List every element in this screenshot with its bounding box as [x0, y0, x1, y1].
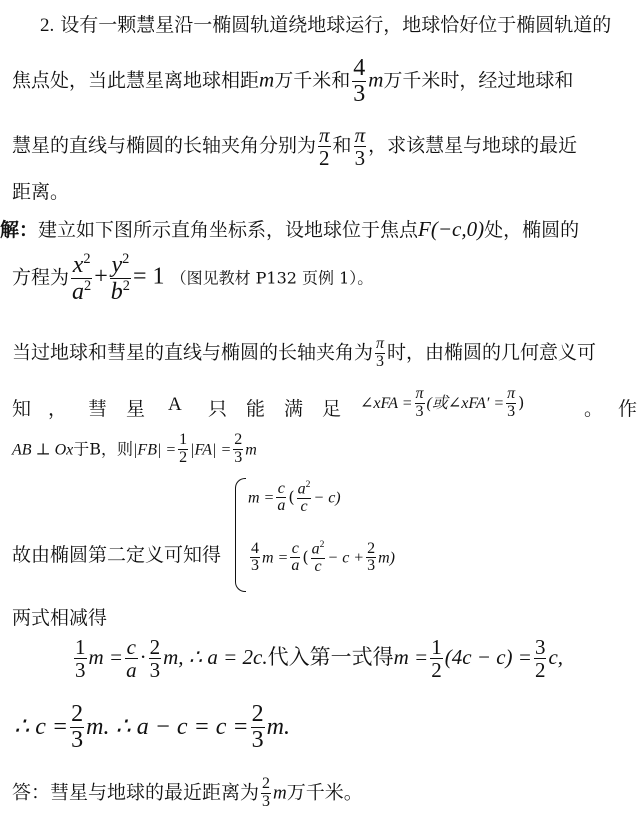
answer-label: 答： — [12, 781, 51, 804]
var-a: a — [311, 540, 320, 558]
eq-m: m = — [393, 645, 429, 670]
frac-den: 3 — [354, 146, 366, 171]
solution-text-5: 于B，则 — [73, 439, 134, 459]
fraction-2-3 — [261, 776, 271, 811]
word-xing: 星 — [126, 398, 146, 420]
exp-2: 2 — [122, 251, 130, 267]
word-neng: 能 — [246, 398, 266, 420]
a-equals-2c: m, ∴ a = 2c. — [163, 645, 268, 670]
fraction-1-2 — [178, 432, 188, 467]
angle-xfa-prime: (或∠xFA′ = — [426, 394, 505, 412]
fraction-pi-2 — [318, 124, 331, 169]
comma: ， — [48, 398, 68, 420]
var-x: x — [72, 252, 84, 278]
frac-den: a — [277, 497, 286, 515]
minus-c: − c) — [313, 489, 341, 507]
frac-num: 2 — [149, 635, 161, 659]
m-end: m. — [266, 714, 290, 741]
answer-text-b: 万千米。 — [286, 781, 363, 804]
frac-den: 3 — [353, 81, 366, 108]
fraction-x2-a2 — [71, 252, 92, 305]
fraction-4-3 — [250, 541, 260, 576]
problem-text-2a: 焦点处，当此慧星离地球相距 — [12, 69, 260, 92]
close-paren: ) — [518, 392, 525, 412]
equals-one: = 1 — [132, 263, 165, 290]
frac-num: 4 — [251, 539, 259, 557]
frac-den: 3 — [507, 402, 516, 420]
frac-den: 3 — [75, 658, 86, 683]
frac-den: 3 — [234, 448, 243, 466]
fraction-2-3 — [251, 702, 265, 753]
frac-den: 3 — [251, 727, 264, 754]
frac-num: 2 — [251, 701, 264, 727]
problem-line-4 — [12, 177, 640, 204]
frac-den: 3 — [71, 727, 84, 754]
problem-text-3a: 慧星的直线与椭圆的长轴夹角分别为 — [12, 134, 317, 157]
ab-perp-ox: AB ⊥ Ox — [12, 441, 74, 459]
frac-num: 1 — [431, 635, 442, 659]
frac-num: 4 — [353, 55, 366, 81]
angle-xfa: ∠xFA = — [360, 394, 413, 412]
a-minus-c: m. ∴ a − c = c = — [86, 714, 249, 741]
solution-line-3 — [12, 336, 640, 371]
fraction-c-a — [125, 636, 138, 681]
frac-num: 2 — [234, 431, 243, 448]
var-y: y — [111, 252, 123, 278]
exp-2: 2 — [319, 539, 325, 550]
fraction-1-3 — [74, 636, 87, 681]
frac-den: 3 — [262, 792, 271, 810]
solution-text-3b: 时，由椭圆的几何意义可 — [387, 341, 597, 364]
eq-m-lhs: m = — [88, 645, 124, 670]
dot-operator: · — [139, 645, 147, 670]
solution-line-5 — [12, 432, 640, 467]
solution-text-2a: 方程为 — [12, 266, 70, 289]
problem-line-1 — [40, 10, 640, 37]
problem-line-3 — [12, 124, 640, 169]
var-m-2: m — [368, 67, 384, 92]
frac-num: π — [376, 335, 385, 352]
fraction-4-3 — [352, 56, 366, 107]
solution-text-substitute: 代入第一式得 — [267, 645, 394, 670]
problem-text-2b: 万千米和 — [274, 69, 351, 92]
fraction-pi-3 — [375, 336, 385, 371]
word-zhi-2: 只 — [208, 398, 228, 420]
frac-num: π — [319, 123, 330, 147]
exp-2: 2 — [122, 278, 130, 295]
plus-sign: + — [94, 263, 108, 290]
focus-point: F(−c,0) — [418, 217, 485, 241]
fraction-a2-c — [297, 480, 312, 516]
frac-den: a — [126, 658, 137, 683]
frac-den: 3 — [415, 402, 424, 420]
subtract-line — [12, 603, 640, 630]
frac-num: 1 — [179, 431, 188, 448]
frac-den: 3 — [251, 557, 259, 575]
fraction-2-3 — [70, 702, 84, 753]
exp-2: 2 — [83, 251, 91, 267]
var-m: m — [273, 782, 287, 804]
problem-text-4: 距离。 — [12, 181, 70, 203]
problem-text-3b: ，求该慧星与地球的最近 — [368, 134, 578, 157]
frac-den: 3 — [149, 658, 161, 683]
word-A: A — [168, 394, 182, 415]
frac-den: 3 — [376, 352, 385, 370]
solution-line-1 — [0, 215, 640, 242]
exp-2: 2 — [305, 479, 311, 490]
eq-m-lhs: m = — [262, 549, 289, 567]
var-m: m — [259, 67, 275, 92]
solution-text-1a: 建立如下图所示直角坐标系，设地球位于焦点 — [38, 219, 419, 241]
var-c: c — [300, 498, 308, 516]
solution-line-2 — [12, 252, 640, 305]
fraction-pi-3 — [506, 386, 516, 421]
frac-num: π — [354, 123, 366, 147]
fraction-3-2 — [534, 636, 547, 681]
frac-num: 2 — [71, 701, 84, 727]
minus-c-plus: − c + — [327, 549, 365, 567]
answer-line — [12, 776, 640, 811]
solution-text-1b: 处，椭圆的 — [484, 219, 580, 241]
fraction-a2-c — [311, 540, 326, 576]
frac-den: 3 — [367, 557, 376, 575]
fraction-1-2 — [430, 636, 443, 681]
problem-line-2 — [12, 56, 640, 107]
var-m: m — [245, 441, 257, 459]
frac-num: 1 — [75, 635, 86, 659]
frac-num: c — [291, 539, 299, 557]
word-zuo: 作 — [618, 398, 638, 420]
problem-number: 2. — [40, 15, 55, 36]
textbook-note: （图见教材 P132 页例 1）。 — [170, 268, 374, 288]
solution-text-subtract: 两式相减得 — [12, 607, 108, 629]
solution-text-3a: 当过地球和彗星的直线与椭圆的长轴夹角为 — [12, 341, 374, 364]
var-c: c — [314, 558, 322, 576]
frac-den: 2 — [431, 658, 442, 683]
fraction-y2-b2 — [110, 252, 131, 305]
abs-fa: |FA| = — [190, 441, 232, 459]
fraction-2-3 — [149, 636, 162, 681]
angle-condition — [360, 386, 524, 421]
fraction-2-3 — [233, 432, 243, 467]
word-man: 满 — [284, 398, 304, 420]
frac-num: 3 — [534, 635, 546, 659]
frac-den: 2 — [319, 146, 330, 171]
c-end: c, — [548, 645, 564, 670]
therefore-c: ∴ c = — [14, 714, 69, 741]
word-zu: 足 — [322, 398, 342, 420]
frac-num: 2 — [367, 539, 376, 557]
frac-num: π — [415, 385, 424, 402]
frac-den: 2 — [534, 658, 546, 683]
system-brace — [235, 478, 246, 592]
frac-num: c — [277, 479, 285, 497]
period: 。 — [584, 398, 604, 420]
solution-text-second-def: 故由椭圆第二定义可知得 — [12, 544, 222, 566]
eq-m-lhs: m = — [248, 489, 275, 507]
frac-den: 2 — [179, 448, 188, 466]
fraction-c-a — [276, 481, 286, 516]
fraction-2-3 — [366, 541, 376, 576]
answer-text-a: 彗星与地球的最近距离为 — [50, 781, 260, 804]
frac-num: c — [126, 635, 136, 659]
var-a: a — [297, 480, 306, 498]
system-equation-2 — [248, 540, 640, 576]
fraction-pi-3 — [415, 386, 425, 421]
frac-den: a — [291, 557, 300, 575]
fraction-c-a — [290, 541, 300, 576]
var-b: b — [110, 279, 123, 306]
paren-4c-minus-c: (4c − c) = — [444, 645, 532, 670]
derivation-line-1 — [72, 636, 640, 681]
problem-he: 和 — [332, 134, 352, 157]
var-a: a — [72, 279, 85, 306]
derivation-line-2 — [14, 702, 640, 753]
open-paren: ( — [288, 487, 295, 507]
open-paren: ( — [302, 547, 309, 567]
system-equation-1 — [248, 480, 640, 516]
problem-text-1: 设有一颗慧星沿一椭圆轨道绕地球运行，地球恰好位于椭圆轨道的 — [60, 14, 612, 36]
frac-num: π — [507, 385, 516, 402]
fraction-pi-3 — [354, 124, 367, 169]
abs-fb: |FB| = — [133, 441, 177, 459]
word-zhi: 知 — [12, 398, 32, 420]
m-close: m) — [378, 549, 395, 567]
solution-label: 解： — [0, 219, 39, 241]
exp-2: 2 — [84, 278, 92, 295]
word-hui: 彗 — [88, 398, 108, 420]
frac-num: 2 — [262, 775, 271, 792]
problem-text-2c: 万千米时，经过地球和 — [383, 69, 574, 92]
